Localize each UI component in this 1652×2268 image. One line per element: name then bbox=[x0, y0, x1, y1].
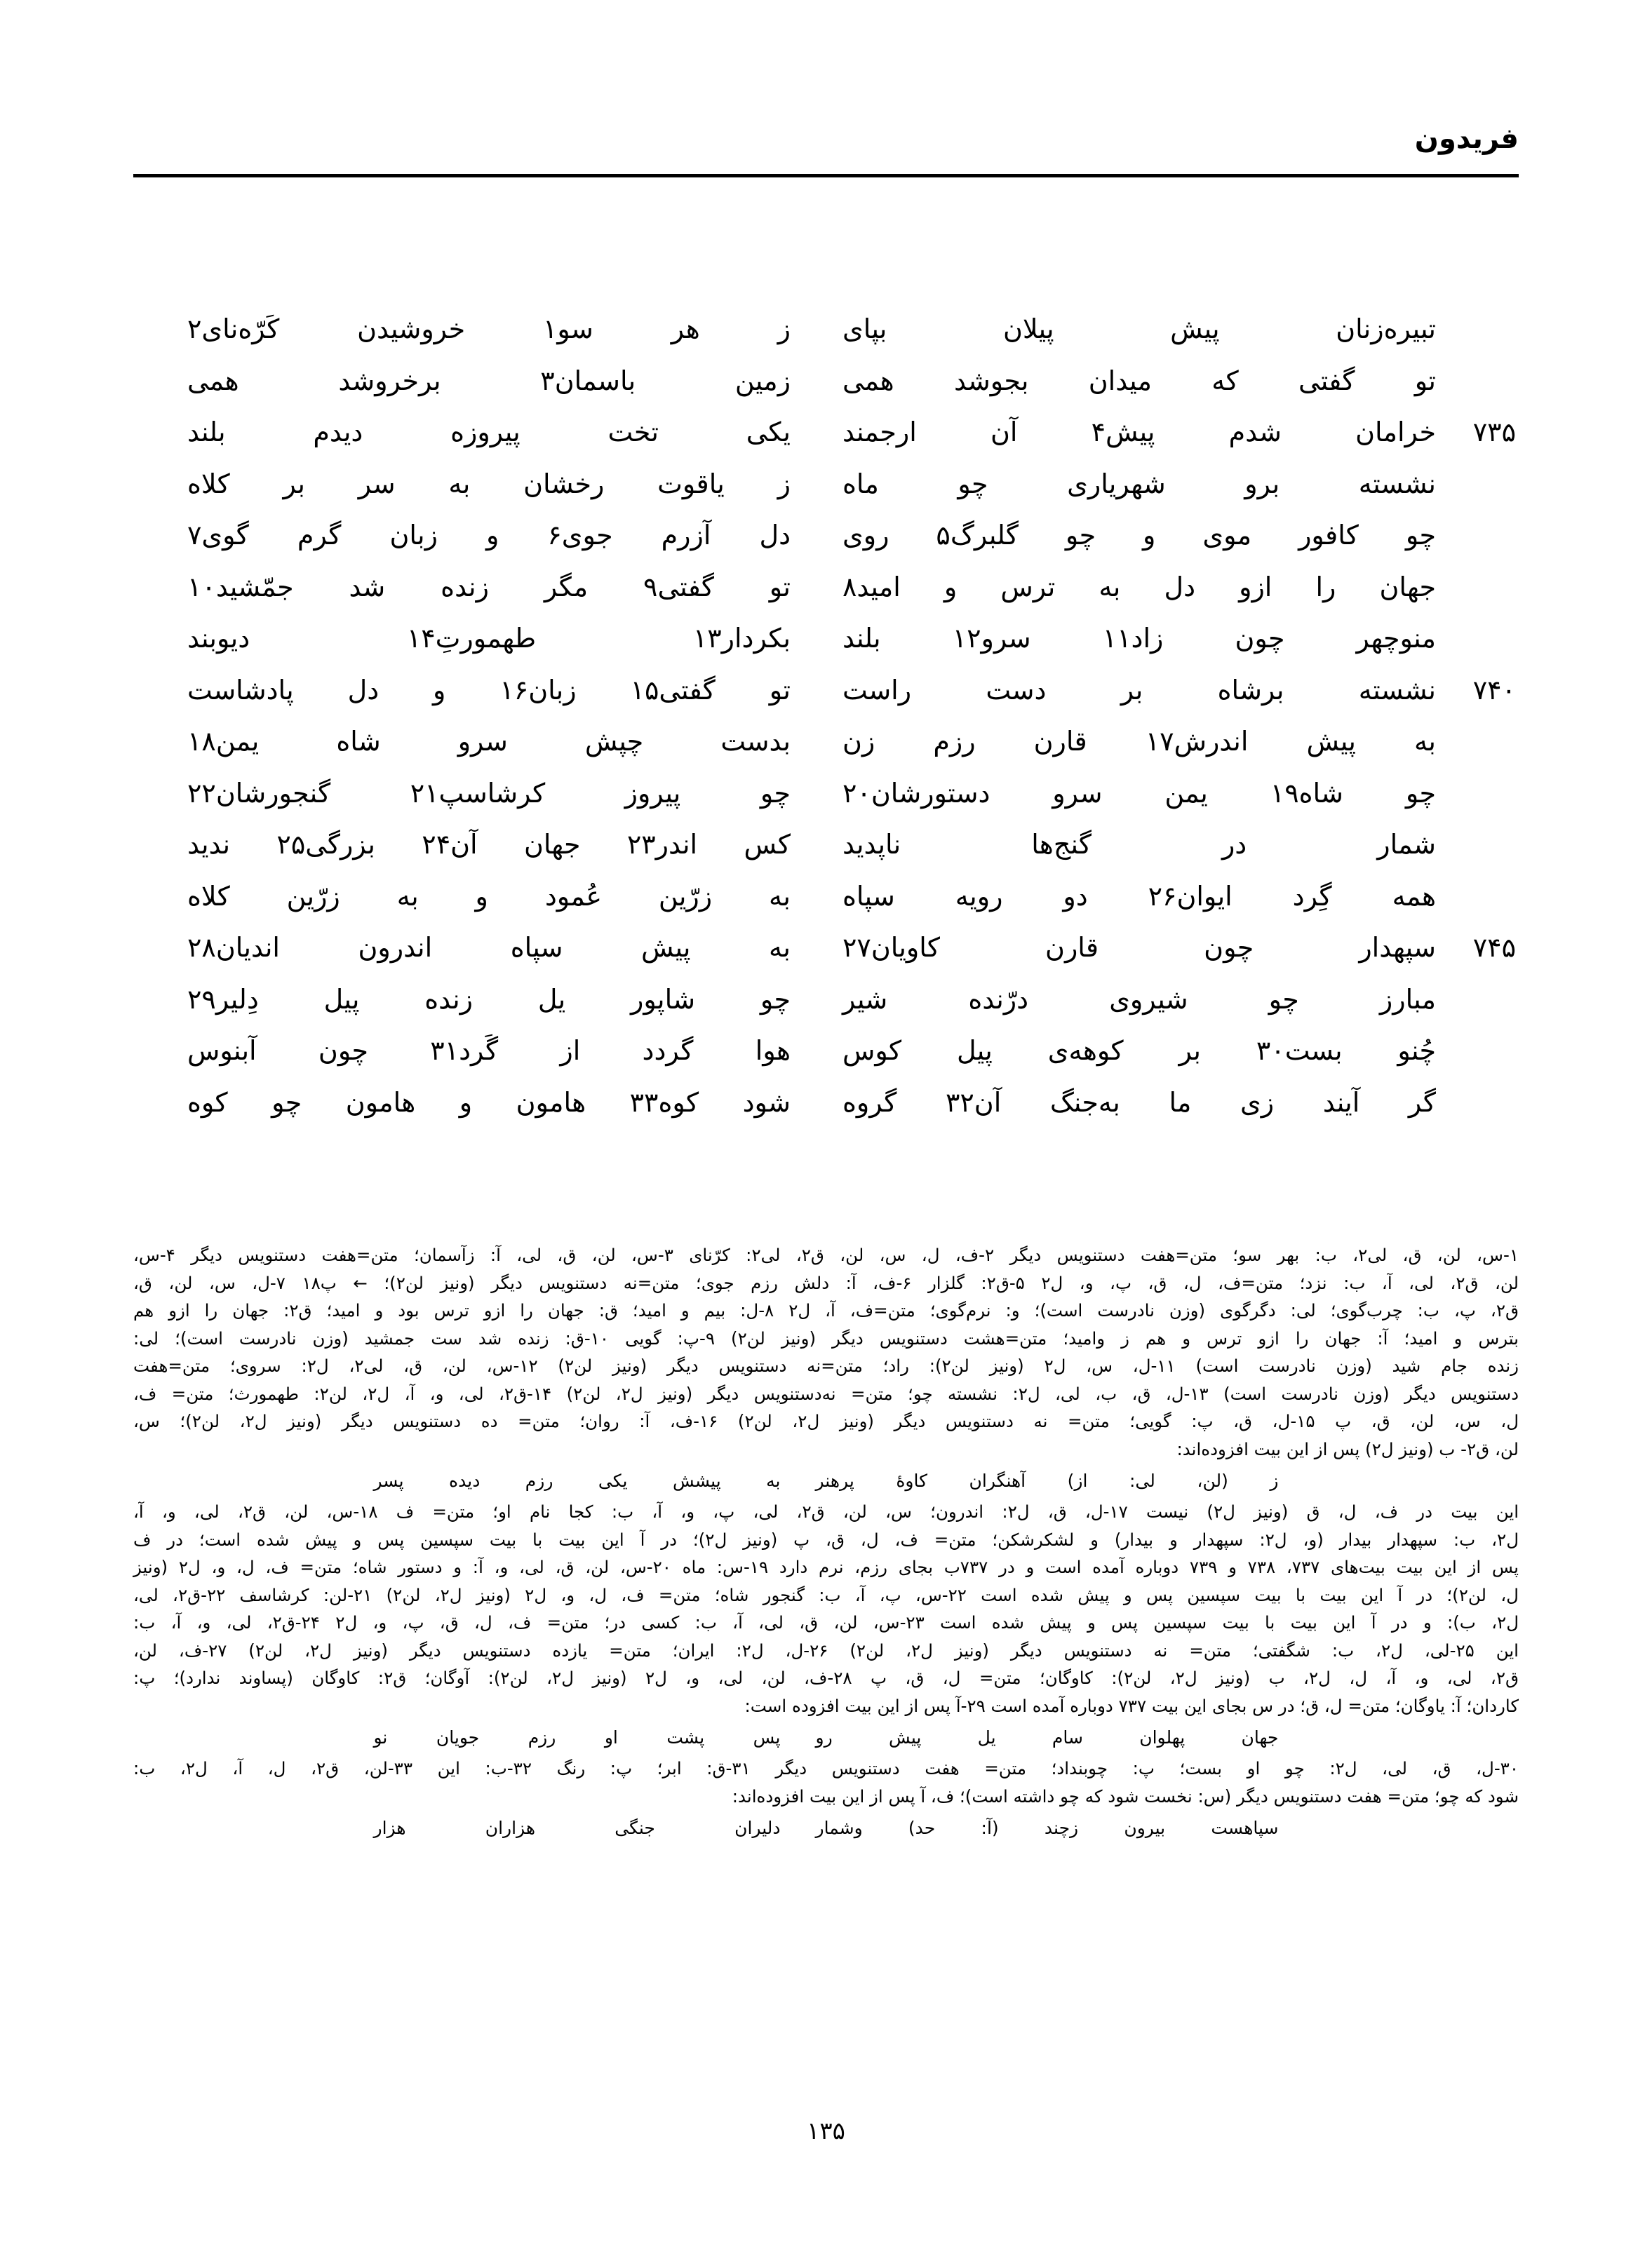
inserted-verse-hemistich-a: سپاهست بیرون زچند (آ: حد) وشمار bbox=[815, 1818, 1279, 1838]
apparatus-line: لن، ق۲- ب (ونیز ل۲) پس از این بیت افزوده‌اند: bbox=[1176, 1438, 1519, 1459]
hemistich-first: خرامان شدم پیش۴ آن ارجمند bbox=[842, 417, 1436, 447]
hemistich-second: چو پیروز کرشاسپ۲۱ گنجورشان۲۲ bbox=[187, 777, 791, 809]
bayt-number: ۷۴۰ bbox=[1472, 674, 1516, 706]
hemistich-first: تبیره‌زنان پیش پیلان بپای bbox=[842, 313, 1436, 344]
bayt-number: ۷۳۵ bbox=[1472, 417, 1516, 447]
hemistich-second: ز یاقوت رخشان به سر بر کلاه bbox=[187, 468, 791, 499]
couplet-row bbox=[133, 875, 1519, 926]
hemistich-first: مبارز چو شیروی درّنده شیر bbox=[842, 983, 1436, 1015]
inserted-verse-hemistich-b: پس پشت او رزم جویان نو bbox=[373, 1727, 781, 1748]
apparatus-line: این بیت در ف، ل، ق (ونیز ل۲) نیست ۱۷-ل، ق، ل۲: اندرون؛ س، لن، ق۲، لی، پ، و، آ، ب: کجا نام او؛ متن= ف ۱۸-س، لن، ق۲، لی، و، آ، bbox=[133, 1501, 1519, 1522]
couplet-row bbox=[133, 978, 1519, 1030]
inserted-verse-hemistich-a: جهان پهلوان سام یل پیش رو bbox=[815, 1727, 1279, 1748]
hemistich-first: منوچهر چون زاد۱۱ سرو۱۲ بلند bbox=[842, 623, 1436, 654]
hemistich-second: تو گفتی۱۵ زبان۱۶ و دل پادشاست bbox=[187, 674, 791, 706]
apparatus-line: ل۲، ب): و در آ این بیت با بیت سپسین پس و پیش شده است ۲۳-س، لن، ق، لی، آ، ب: کسی در؛ متن= ف، ل، ق، پ، و، ل۲ ۲۴-ق۲، لی، و، آ، ب: bbox=[133, 1612, 1519, 1633]
bayt-number: ۷۴۵ bbox=[1472, 932, 1516, 963]
apparatus-line: ل، لن۲)؛ در آ این بیت با بیت سپسین پس و پیش شده است ۲۲-س، پ، آ، ب: گنجور شاه؛ متن= ف، ل، و، ل۲ (ونیز ل۲، لن۲) ۲۱-لن: کرشاسف ۲۲-ق۲، لی، bbox=[133, 1584, 1519, 1605]
hemistich-second: دل آزرم جوی۶ و زبان گرم گوی۷ bbox=[187, 520, 791, 551]
couplet-row bbox=[133, 616, 1519, 668]
hemistich-second: کس اندر۲۳ جهان آن۲۴ بزرگی۲۵ ندید bbox=[187, 829, 791, 860]
hemistich-first: گر آیند زی ما به‌جنگ آن۳۲ گروه bbox=[842, 1086, 1436, 1118]
couplet-row bbox=[133, 823, 1519, 875]
hemistich-first: شمار در گنج‌ها ناپدید bbox=[842, 829, 1436, 860]
folio-number: ۱۳۵ bbox=[807, 2117, 845, 2145]
hemistich-first: چُنو بست۳۰ بر کوهه‌ی پیل کوس bbox=[842, 1035, 1436, 1066]
couplet-row bbox=[133, 410, 1519, 462]
couplet-row bbox=[133, 771, 1519, 823]
critical-apparatus bbox=[133, 1241, 1519, 1845]
couplet-row bbox=[133, 307, 1519, 359]
apparatus-line: این ۲۵-لی، ل۲، ب: شگفتی؛ متن= نه دستنویس دیگر (ونیز ل۲، لن۲) ۲۶-ل، ل۲: ایران؛ متن= یازده دستنویس دیگر (ونیز ل۲، لن۲) ۲۷-ف، لن، bbox=[133, 1640, 1519, 1661]
inserted-verse bbox=[133, 1722, 1519, 1753]
apparatus-line: ل، س، لن، ق، پ ۱۵-ل، ق، پ: گویی؛ متن= نه دستنویس دیگر (ونیز ل۲، لن۲) ۱۶-ف، آ: روان؛ متن= ده دستنویس دیگر (ونیز ل۲، لن۲)؛ س، bbox=[133, 1411, 1519, 1431]
couplet-row bbox=[133, 926, 1519, 978]
hemistich-second: بکردار۱۳ طهمورتِ۱۴ دیوبند bbox=[187, 623, 791, 654]
hemistich-first: تو گفتی که میدان بجوشد همی bbox=[842, 365, 1436, 396]
apparatus-line: پس از این بیت بیت‌های ۷۳۷، ۷۳۸ و ۷۳۹ دوباره آمده است و در ۷۳۷ب بجای رزم، نرم دارد ۱۹-س: ماه ۲۰-س، لن، ق، لی، و، آ: و دستور شاه؛ متن= ف، ل، و، ل۲ (ونیز bbox=[133, 1557, 1519, 1577]
apparatus-line: لن، ق۲، لی، آ، ب: نزد؛ متن=ف، ل، ق، پ، و، ل۲ ۵-ق۲: گلزار ۶-ف، آ: دلش رزم جوی؛ متن=نه دستنویس دیگر (ونیز لن۲)؛ ← پ۱۸ ۷-ل، س، لن، ق، bbox=[133, 1272, 1519, 1293]
hemistich-second: به زرّین عُمود و به زرّین کلاه bbox=[187, 880, 791, 912]
couplet-row bbox=[133, 1081, 1519, 1133]
couplet-row bbox=[133, 720, 1519, 771]
couplet-row bbox=[133, 513, 1519, 565]
apparatus-line: کاردان؛ آ: یاوگان؛ متن= ل، ق؛ در س بجای این بیت ۷۳۷ دوباره آمده است ۲۹-آ پس از این بیت افزوده است: bbox=[744, 1695, 1519, 1716]
couplet-row bbox=[133, 462, 1519, 514]
hemistich-first: نشسته برو شهریاری چو ماه bbox=[842, 468, 1436, 499]
apparatus-line: ق۲، پ، ب: چرب‌گوی؛ لی: دگرگوی (وزن نادرست است)؛ و: نرم‌گوی؛ متن=ف، آ، ل۲ ۸-ل: بیم و امید؛ ق: جهان را ازو ترس بود و امید؛ ق۲: جهان را ازو هم bbox=[133, 1300, 1519, 1321]
hemistich-first: چو کافور موی و چو گلبرگ۵ روی bbox=[842, 520, 1436, 551]
apparatus-line: ل۲، ب: سپهدار بیدار (و، ل۲: سپهدار و بیدار) و لشکرشکن؛ متن= ف، ل، ق، پ (ونیز ل۲)؛ در آ این بیت با بیت سپسین پس و پیش شده است؛ در ف bbox=[133, 1529, 1519, 1550]
hemistich-second: به پیش سپاه اندرون اندیان۲۸ bbox=[187, 932, 791, 963]
hemistich-second: زمین باسمان۳ برخروشد همی bbox=[187, 365, 791, 396]
hemistich-first: سپهدار چون قارن کاویان۲۷ bbox=[842, 932, 1436, 963]
apparatus-line: ۳۰-ل، ق، لی، ل۲: چو او بست؛ پ: چوبنداد؛ متن= هفت دستنویس دیگر ۳۱-ق: ابر؛ پ: رنگ ۳۲-ب: این ۳۳-لن، ق۲، ل، آ، ل۲، ب: bbox=[133, 1758, 1519, 1778]
hemistich-second: چو شاپور یل زنده پیل دِلیر۲۹ bbox=[187, 983, 791, 1015]
verse-block bbox=[133, 307, 1519, 1132]
inserted-verse bbox=[133, 1813, 1519, 1844]
apparatus-line: ق۲، لی، و، آ، ل، ل۲، ب (ونیز ل۲، لن۲): کاوگان؛ متن= ل، ق، پ ۲۸-ف، لن، لی، و، ل۲ (ونیز ل۲، لن۲): آوگان؛ ق۲: کاوگان (پساوند ندارد)؛ پ: bbox=[133, 1668, 1519, 1688]
couplet-row bbox=[133, 565, 1519, 617]
hemistich-first: چو شاه۱۹ یمن سرو دستورشان۲۰ bbox=[842, 777, 1436, 809]
apparatus-line: زنده جام شید (وزن نادرست است) ۱۱-ل، س، ل۲ (ونیز لن۲): راد؛ متن=نه دستنویس دیگر (ونیز لن۲) ۱۲-س، لن، ق، لی۲، ل۲: سروی؛ متن=هفت bbox=[133, 1356, 1519, 1376]
apparatus-line: شود که چو؛ متن= هفت دستنویس دیگر (س: نخست شود که چو داشته است)؛ ف، آ پس از این بیت افزوده‌اند: bbox=[732, 1786, 1519, 1807]
inserted-verse bbox=[133, 1466, 1519, 1497]
hemistich-second: شود کوه۳۳ هامون و هامون چو کوه bbox=[187, 1086, 791, 1118]
apparatus-line: ۱-س، لن، ق، لی۲، ب: بهر سو؛ متن=هفت دستنویس دیگر ۲-ف، ل، س، لن، ق۲، لی۲: کرّنای ۳-س، لن، ق، لی، آ: زآسمان؛ متن=هفت دستنویس دیگر ۴-س، bbox=[133, 1245, 1519, 1265]
hemistich-first: به پیش اندرش۱۷ قارن رزم زن bbox=[842, 726, 1436, 757]
inserted-verse-hemistich-b: دلیران جنگی هزاران هزار bbox=[373, 1818, 781, 1838]
hemistich-first: همه گِرد ایوان۲۶ دو رویه سپاه bbox=[842, 880, 1436, 912]
inserted-verse-hemistich-b: به پیشش یکی رزم دیده پسر bbox=[373, 1471, 781, 1491]
inserted-verse-hemistich-a: ز (لن، لی: از) آهنگران کاوهٔ پرهنر bbox=[815, 1471, 1279, 1491]
hemistich-second: هوا گردد از گَرد۳۱ چون آبنوس bbox=[187, 1035, 791, 1066]
header-rule bbox=[133, 174, 1519, 177]
running-head bbox=[133, 125, 1519, 192]
hemistich-first: جهان را ازو دل به ترس و امید۸ bbox=[842, 571, 1436, 602]
apparatus-line: بترس و امید؛ آ: جهان را ازو ترس و هم ز وامید؛ متن=هشت دستنویس دیگر (ونیز لن۲) ۹-پ: گویی ۱۰-ق: زنده شد ست جمشید (وزن نادرست است)؛ لی: bbox=[133, 1328, 1519, 1349]
apparatus-line: دستنویس دیگر (وزن نادرست است) ۱۳-ل، ق، ب، لی، ل۲: نشسته چو؛ متن= نه‌دستنویس دیگر (ونیز ل۲، لن۲) ۱۴-ق۲، لی، و، آ، ل۲، لن۲: طهمورث؛ متن= ف، bbox=[133, 1383, 1519, 1404]
hemistich-second: بدست چپش سرو شاه یمن۱۸ bbox=[187, 726, 791, 757]
hemistich-second: تو گفتی۹ مگر زنده شد جمّشید۱۰ bbox=[187, 571, 791, 602]
hemistich-first: نشسته برشاه بر دست راست bbox=[842, 674, 1436, 706]
couplet-row bbox=[133, 668, 1519, 720]
couplet-row bbox=[133, 1029, 1519, 1081]
hemistich-second: ز هر سو۱ خروشیدن کَرّه‌نای۲ bbox=[187, 313, 791, 344]
running-head-title: فریدون bbox=[1414, 123, 1519, 155]
couplet-row bbox=[133, 359, 1519, 411]
hemistich-second: یکی تخت پیروزه دیدم بلند bbox=[187, 417, 791, 447]
